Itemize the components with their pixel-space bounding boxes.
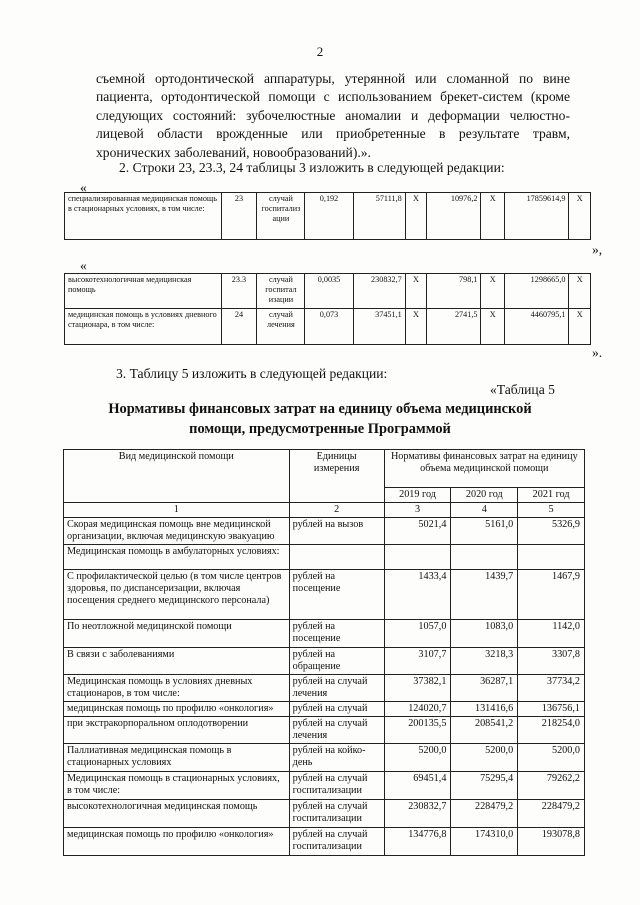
row24-cost: 37451,1: [353, 309, 405, 345]
row24-per-capita: 2741,5: [427, 309, 481, 345]
row233-x3: X: [569, 274, 591, 309]
row-name: В связи с заболеваниями: [64, 648, 290, 675]
table5-year-2020: 2020 год: [451, 488, 518, 503]
row-unit: рублей на обращение: [289, 648, 384, 675]
row-value-2019: 1433,4: [384, 570, 451, 620]
table-row: [64, 772, 585, 800]
table-row: [64, 800, 585, 828]
table-header-row: [64, 450, 585, 488]
row-value-2020: 3218,3: [451, 648, 518, 675]
row-value-2019: 3107,7: [384, 648, 451, 675]
row24-num: 24: [221, 309, 257, 345]
row-value-2021: 193078,8: [518, 828, 585, 856]
row24-total: 4460795,1: [505, 309, 569, 345]
table-row: [64, 702, 585, 717]
row-value-2019: 5021,4: [384, 518, 451, 545]
row-unit: рублей на койко-день: [289, 744, 384, 772]
table-row: [64, 675, 585, 702]
row-value-2019: 134776,8: [384, 828, 451, 856]
row-value-2020: 36287,1: [451, 675, 518, 702]
row-value-2019: 69451,4: [384, 772, 451, 800]
col-number: 1: [64, 503, 290, 518]
row-value-2019: 230832,7: [384, 800, 451, 828]
row-value-2021: 5200,0: [518, 744, 585, 772]
table-row: [64, 744, 585, 772]
row-name: медицинская помощь по профилю «онкология»: [64, 828, 290, 856]
row-name: По неотложной медицинской помощи: [64, 620, 290, 648]
row-value-2020: 75295,4: [451, 772, 518, 800]
row24-norm: 0,073: [305, 309, 353, 345]
table-row: [64, 545, 585, 570]
row233-unit: случай госпитал изации: [257, 274, 305, 309]
row-unit: рублей на посещение: [289, 620, 384, 648]
close-quote-2: ».: [592, 345, 603, 360]
row23-total: 17859614,9: [505, 193, 569, 240]
row233-total: 1298665,0: [505, 274, 569, 309]
row-value-2021: 3307,8: [518, 648, 585, 675]
open-quote-1: «: [80, 180, 87, 195]
row-value-2021: 218254,0: [518, 717, 585, 744]
row-name: высокотехнологичная медицинская помощь: [64, 800, 290, 828]
row-unit: [289, 545, 384, 570]
row233-cost: 230832,7: [353, 274, 405, 309]
close-quote-1: »,: [592, 242, 603, 257]
table5-year-2019: 2019 год: [384, 488, 451, 503]
col-number: 2: [289, 503, 384, 518]
table5-col-type: Вид медицинской помощи: [64, 450, 290, 503]
row-name: при экстракорпоральном оплодотворении: [64, 717, 290, 744]
intro-paragraph: [96, 70, 570, 162]
row23-x3: X: [569, 193, 591, 240]
row-unit: рублей на случай госпитализации: [289, 772, 384, 800]
row-value-2019: 124020,7: [384, 702, 451, 717]
row23-norm: 0,192: [305, 193, 353, 240]
row-value-2020: 228479,2: [451, 800, 518, 828]
row-value-2021: 228479,2: [518, 800, 585, 828]
row-value-2021: 1467,9: [518, 570, 585, 620]
row24-x3: X: [569, 309, 591, 345]
table5-label: «Таблица 5: [490, 382, 555, 397]
row-name: С профилактической целью (в том числе центров здоровья, по диспансеризации, включая посещения среднего медицинского персонала): [64, 570, 290, 620]
row-value-2021: 5326,9: [518, 518, 585, 545]
table5-title-line2: помощи, предусмотренные Программой: [189, 421, 451, 437]
col-number: 3: [384, 503, 451, 518]
table-row: [65, 193, 591, 240]
row-value-2020: 5161,0: [451, 518, 518, 545]
row-unit: рублей на вызов: [289, 518, 384, 545]
row-value-2021: 37734,2: [518, 675, 585, 702]
row-unit: рублей на случай: [289, 702, 384, 717]
row233-num: 23.3: [221, 274, 257, 309]
row-unit: рублей на посещение: [289, 570, 384, 620]
row233-name: высокотехнологичная медицинская помощь: [65, 274, 222, 309]
row-value-2020: 131416,6: [451, 702, 518, 717]
row-value-2019: 37382,1: [384, 675, 451, 702]
row-value-2020: 1083,0: [451, 620, 518, 648]
row-value-2021: [518, 545, 585, 570]
row23-x1: X: [405, 193, 426, 240]
row-value-2020: 1439,7: [451, 570, 518, 620]
row23-name: специализированная медицинская помощь в стационарных условиях, в том числе:: [65, 193, 222, 240]
row23-x2: X: [481, 193, 505, 240]
row-value-2020: [451, 545, 518, 570]
table-row: [64, 717, 585, 744]
table-row: [65, 309, 591, 345]
row233-per-capita: 798,1: [427, 274, 481, 309]
table-row: [64, 620, 585, 648]
item-2-text: 2. Строки 23, 23.3, 24 таблицы 3 изложить в следующей редакции:: [119, 160, 505, 175]
row-value-2020: 174310,0: [451, 828, 518, 856]
table-row: [64, 828, 585, 856]
col-number: 4: [451, 503, 518, 518]
row-value-2019: 5200,0: [384, 744, 451, 772]
row-value-2019: 200135,5: [384, 717, 451, 744]
row-value-2019: [384, 545, 451, 570]
item-3-text: 3. Таблицу 5 изложить в следующей редакции:: [116, 366, 388, 381]
row23-unit: случай госпитализ ации: [257, 193, 305, 240]
row-unit: рублей на случай госпитализации: [289, 800, 384, 828]
table-row: [64, 518, 585, 545]
table3-row23: [64, 192, 591, 240]
intro-text: съемной ортодонтической аппаратуры, утерянной или сломанной по вине пациента, ортодонтической помощи с использованием брекет-систем (кроме следующих состояний: зубочелюстные аномалии и деформации челюстно-лицевой области врожденные или приобретенные в результате травм, хронических заболеваний, новообразований).».: [96, 71, 570, 160]
row-value-2021: 1142,0: [518, 620, 585, 648]
row-value-2019: 1057,0: [384, 620, 451, 648]
row24-unit: случай лечения: [257, 309, 305, 345]
table5-year-2021: 2021 год: [518, 488, 585, 503]
row24-x1: X: [405, 309, 426, 345]
row-value-2020: 5200,0: [451, 744, 518, 772]
table3-rows-233-24: [64, 273, 591, 345]
row-unit: рублей на случай госпитализации: [289, 828, 384, 856]
row-value-2021: 136756,1: [518, 702, 585, 717]
row23-num: 23: [221, 193, 257, 240]
row-name: Медицинская помощь в амбулаторных условиях:: [64, 545, 290, 570]
table-number-row: [64, 503, 585, 518]
row-value-2021: 79262,2: [518, 772, 585, 800]
row-name: Скорая медицинская помощь вне медицинской организации, включая медицинскую эвакуацию: [64, 518, 290, 545]
row-name: Медицинская помощь в условиях дневных стационаров, в том числе:: [64, 675, 290, 702]
table-row: [65, 274, 591, 309]
table5-col-norms: Нормативы финансовых затрат на единицу объема медицинской помощи: [384, 450, 584, 488]
page-number: 2: [316, 44, 324, 59]
row23-per-capita: 10976,2: [427, 193, 481, 240]
row-unit: рублей на случай лечения: [289, 717, 384, 744]
row24-x2: X: [481, 309, 505, 345]
row-name: медицинская помощь по профилю «онкология»: [64, 702, 290, 717]
table5-title-line1: Нормативы финансовых затрат на единицу объема медицинской: [108, 401, 532, 417]
row-name: Паллиативная медицинская помощь в стационарных условиях: [64, 744, 290, 772]
row233-x2: X: [481, 274, 505, 309]
row-name: Медицинская помощь в стационарных условиях, в том числе:: [64, 772, 290, 800]
row-unit: рублей на случай лечения: [289, 675, 384, 702]
open-quote-2: «: [80, 258, 87, 273]
row-value-2020: 208541,2: [451, 717, 518, 744]
row24-name: медицинская помощь в условиях дневного стационара, в том числе:: [65, 309, 222, 345]
table-row: [64, 648, 585, 675]
table5-col-unit: Единицы измерения: [289, 450, 384, 503]
row233-norm: 0,0035: [305, 274, 353, 309]
row233-x1: X: [405, 274, 426, 309]
col-number: 5: [518, 503, 585, 518]
table5: [63, 449, 585, 856]
row23-cost: 57111,8: [353, 193, 405, 240]
table-row: [64, 570, 585, 620]
